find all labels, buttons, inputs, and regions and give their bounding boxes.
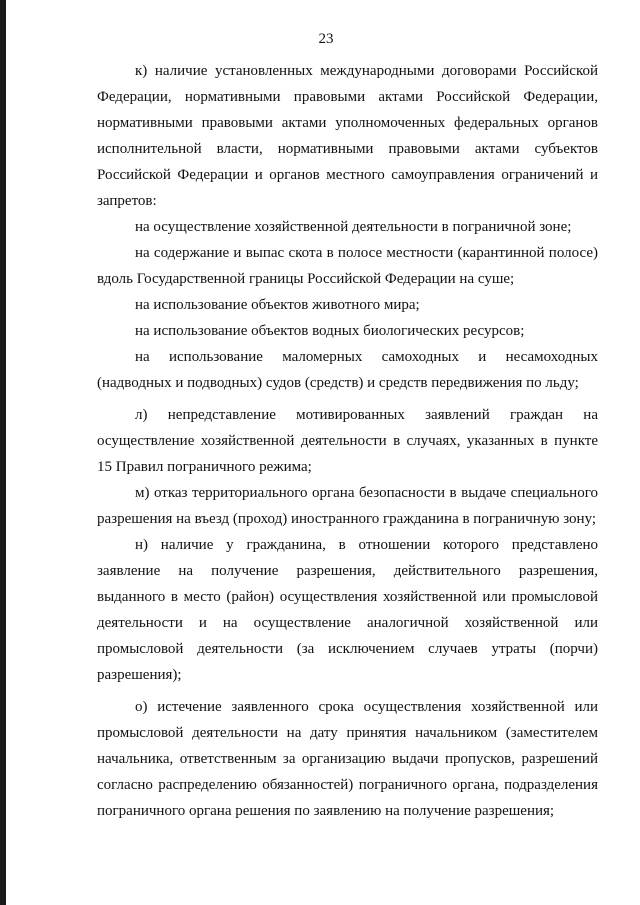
paragraph-k-wildlife: на использование объектов животного мира; <box>135 297 420 313</box>
paragraph-l: л) непредставление мотивированных заявлений граждан на осуществление хозяйственной деятельности в случаях, указанных в пункте 15 Правил пограничного режима; <box>97 407 598 475</box>
paragraph-k-livestock: на содержание и выпас скота в полосе местности (карантинной полосе) вдоль Государственной границы Российской Федерации на суше; <box>97 245 598 287</box>
document-body <box>97 58 598 824</box>
paragraph-k-aquatic-resources: на использование объектов водных биологических ресурсов; <box>135 323 525 339</box>
paragraph-o: о) истечение заявленного срока осуществления хозяйственной или промысловой деятельности на дату принятия начальником (заместителем начальника, ответственным за организацию выдачи пропусков, разрешений согласно распределению обязанностей) пограничного органа, подразделения пограничного органа решения по заявлению на получение разрешения; <box>97 699 598 819</box>
paragraph-n: н) наличие у гражданина, в отношении которого представлено заявление на получение разрешения, действительного разрешения, выданного в место (район) осуществления хозяйственной или промысловой деятельности и на осуществление аналогичной хозяйственной или промысловой деятельности (за исключением случаев утраты (порчи) разрешения); <box>97 537 598 683</box>
paragraph-k-economic-activity: на осуществление хозяйственной деятельности в пограничной зоне; <box>135 219 572 235</box>
paragraph-m: м) отказ территориального органа безопасности в выдаче специального разрешения на въезд (проход) иностранного гражданина в пограничную зону; <box>97 485 598 527</box>
paragraph-k: к) наличие установленных международными договорами Российской Федерации, нормативными правовыми актами Российской Федерации, нормативными правовыми актами уполномоченных федеральных органов исполнительной власти, нормативными правовыми актами субъектов Российской Федерации и органов местного самоуправления ограничений и запретов: <box>97 63 598 209</box>
page-number: 23 <box>318 31 334 47</box>
paragraph-k-small-vessels: на использование маломерных самоходных и несамоходных (надводных и подводных) судов (средств) и средств передвижения по льду; <box>97 349 598 391</box>
